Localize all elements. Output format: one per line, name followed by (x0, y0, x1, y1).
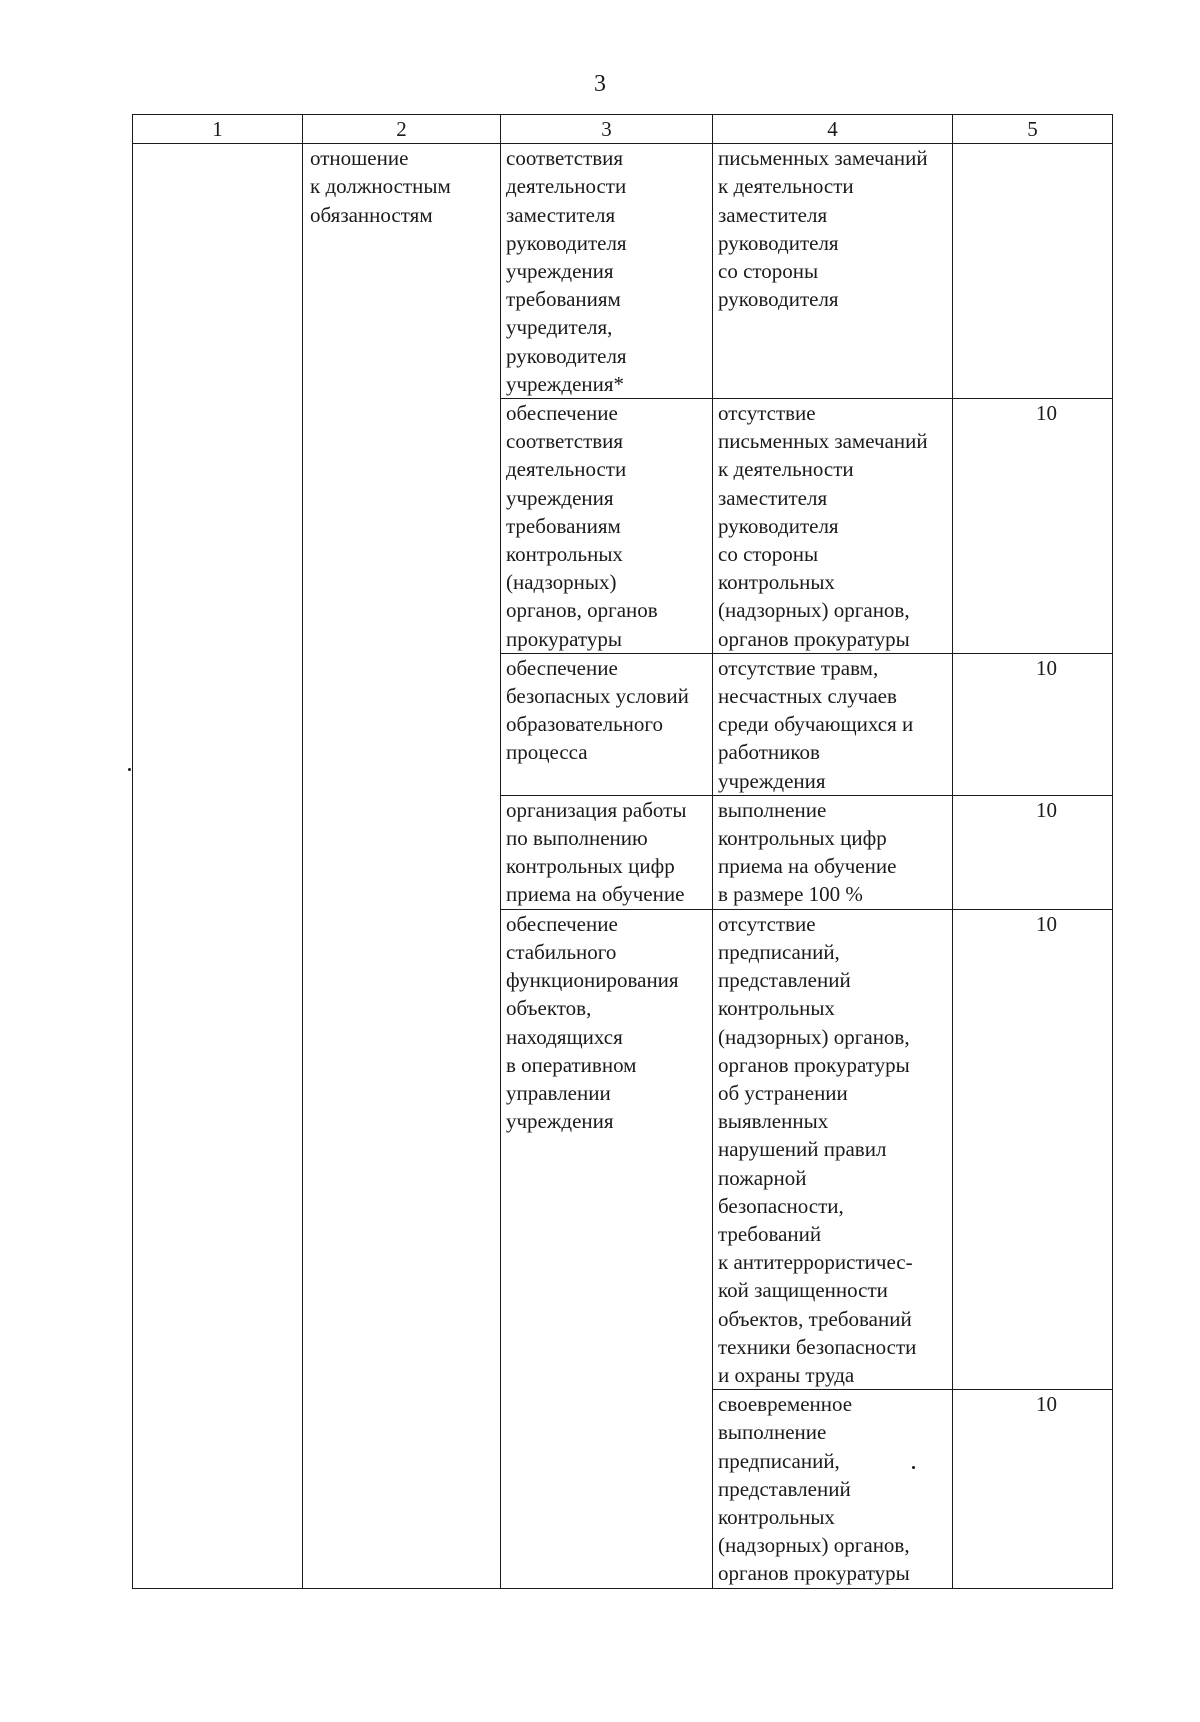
header-col-5: 5 (953, 115, 1113, 144)
page-number: 3 (594, 71, 606, 97)
indicator-cell: отсутствие травм, несчастных случаев среди обучающихся и работников учреждения (713, 653, 953, 795)
score-cell (953, 144, 1113, 399)
indicator-cell: отсутствие письменных замечаний к деятельности заместителя руководителя со стороны контрольных (надзорных) органов, органов прокуратуры (713, 399, 953, 654)
indicator-cell: своевременное выполнение предписаний, представлений контрольных (надзорных) органов, органов прокуратуры (713, 1390, 953, 1588)
score-cell: 10 (953, 795, 1113, 909)
criterion-cell: организация работы по выполнению контрольных цифр приема на обучение (501, 795, 713, 909)
indicator-cell: письменных замечаний к деятельности заместителя руководителя со стороны руководителя (713, 144, 953, 399)
table-row (133, 144, 1113, 399)
score-cell: 10 (953, 399, 1113, 654)
header-col-2: 2 (303, 115, 501, 144)
header-col-4: 4 (713, 115, 953, 144)
criteria-table (132, 114, 1113, 1589)
indicator-cell: выполнение контрольных цифр приема на обучение в размере 100 % (713, 795, 953, 909)
header-row (133, 115, 1113, 144)
header-col-1: 1 (133, 115, 303, 144)
indicator-cell: отсутствие предписаний, представлений контрольных (надзорных) органов, органов прокуратуры об устранении выявленных нарушений правил пожарной безопасности, требований к антитеррористичес- кой защищенности объектов, требований техники безопасности и охраны труда (713, 909, 953, 1389)
col1-cell-empty (133, 144, 303, 1588)
scan-speck (912, 1466, 915, 1469)
criterion-cell: обеспечение соответствия деятельности учреждения требованиям контрольных (надзорных) органов, органов прокуратуры (501, 399, 713, 654)
score-cell: 10 (953, 909, 1113, 1389)
criterion-cell: обеспечение стабильного функционирования объектов, находящихся в оперативном управлении учреждения (501, 909, 713, 1588)
score-cell: 10 (953, 1390, 1113, 1588)
criterion-cell: соответствия деятельности заместителя руководителя учреждения требованиям учредителя, руководителя учреждения* (501, 144, 713, 399)
header-col-3: 3 (501, 115, 713, 144)
criterion-cell: обеспечение безопасных условий образовательного процесса (501, 653, 713, 795)
score-cell: 10 (953, 653, 1113, 795)
col2-cell: отношение к должностным обязанностям (303, 144, 501, 1588)
scan-speck (128, 768, 131, 771)
